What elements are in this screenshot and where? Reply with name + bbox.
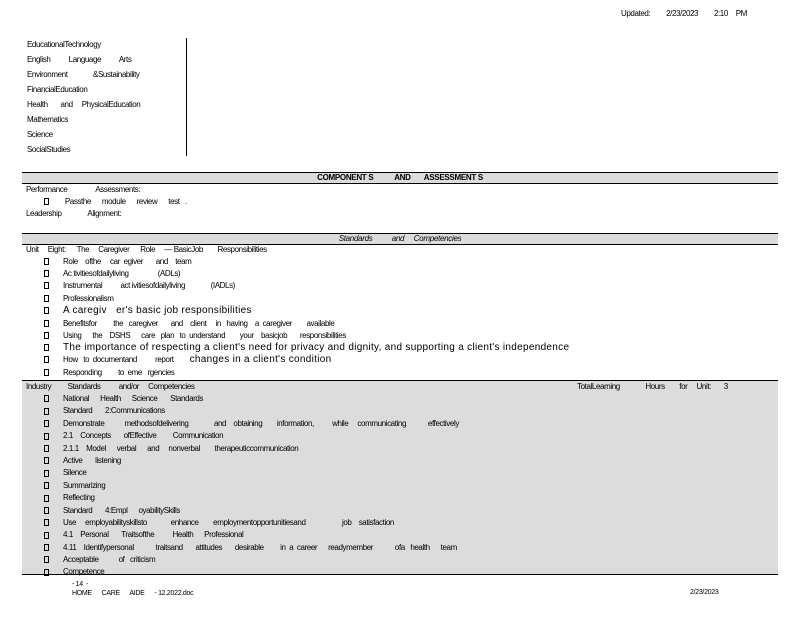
checkbox-icon <box>44 332 49 339</box>
unit-item-text: The importance of respecting a client's need for privacy and dignity, and supporting a client's independence <box>63 342 570 353</box>
standards-bar-label: Standards and Competencies <box>338 234 462 243</box>
subject-item: Health and PhysicalEducation <box>27 100 141 109</box>
checkbox-icon <box>44 482 49 489</box>
checkbox-icon <box>44 556 49 563</box>
performance-label: Performance <box>26 185 68 194</box>
checkbox-icon <box>44 408 49 415</box>
checkbox-icon <box>44 344 49 351</box>
checkbox-icon <box>44 369 49 376</box>
unit-item-text: Professionalism <box>63 294 114 303</box>
subject-item: SocialStudies <box>27 145 71 154</box>
industry-item-text: Standard 2:Communications <box>63 406 165 416</box>
industry-item <box>44 529 459 541</box>
checkbox-icon <box>44 433 49 440</box>
checkbox-icon <box>44 258 49 265</box>
unit-item-text: A caregiv er's basic job responsibilities <box>63 305 252 316</box>
industry-item-text: Silence <box>63 468 87 478</box>
checkbox-icon <box>44 198 49 205</box>
industry-item-text: Use employabilityskillsto enhance employmentopportunitiesand job satisfaction <box>63 517 394 527</box>
unit-item-text: Instrumental act ivitiesofdailyliving (IADLs) <box>63 281 235 290</box>
unit-item-text: Responding to eme rgencies <box>63 368 175 377</box>
updated-label: Updated: <box>621 9 651 18</box>
unit-item <box>44 293 113 304</box>
industry-header <box>26 382 774 391</box>
unit-title <box>26 244 267 255</box>
industry-item-list <box>44 393 459 579</box>
industry-item <box>44 393 459 405</box>
industry-standards-block <box>22 380 778 575</box>
page-number: - 14 - <box>72 581 89 588</box>
checkbox-icon <box>44 507 49 514</box>
unit-item <box>44 342 569 353</box>
checkbox-icon <box>44 495 49 502</box>
industry-item-text: Active listening <box>63 455 121 465</box>
industry-item-text: Reflecting <box>63 493 95 503</box>
subject-list <box>27 39 140 159</box>
industry-item <box>44 492 459 504</box>
subject-divider <box>186 38 187 156</box>
industry-header-left: Industry Standards and/or Competencies <box>26 382 195 391</box>
footer-date: 2/23/2023 <box>690 589 719 596</box>
industry-item <box>44 443 459 455</box>
checkbox-icon <box>44 457 49 464</box>
industry-item-text: 4.11 Identifypersonal traitsand attitudes desirable in a career readymember ofa health team <box>63 542 457 552</box>
industry-item-text: 2.1.1 Model verbal and nonverbal therapeuticcommunication <box>63 443 299 453</box>
subject-item: Mathematics <box>27 115 68 124</box>
leadership-label: Leadership <box>26 209 62 218</box>
checkbox-icon <box>44 569 49 576</box>
industry-item-text: Competence <box>63 567 105 577</box>
industry-item-text: Acceptable of criticism <box>63 555 156 565</box>
subject-item: English Language Arts <box>27 55 132 64</box>
industry-item <box>44 405 459 417</box>
updated-date: 2/23/2023 <box>666 9 699 18</box>
industry-item-text: 4.1 Personal Traitsofthe Health Professional <box>63 530 244 540</box>
industry-item-text: Summarizing <box>63 480 106 490</box>
checkbox-icon <box>44 532 49 539</box>
unit-item <box>44 318 334 329</box>
checkbox-icon <box>44 295 49 302</box>
subject-item: FinancialEducation <box>27 85 88 94</box>
subject-item: Science <box>27 130 53 139</box>
components-bar-label: COMPONENT S AND ASSESSMENT S <box>317 173 483 182</box>
checkbox-icon <box>44 519 49 526</box>
industry-header-right: TotalLearning Hours for Unit: 3 <box>577 382 728 391</box>
checkbox-icon <box>44 445 49 452</box>
industry-item <box>44 566 459 578</box>
unit-item-text: Using the DSHS care plan to understand your basicjob responsibilities <box>63 331 346 340</box>
unit-item <box>44 280 235 291</box>
industry-item-text: Standard 4:Empl oyabilitySkills <box>63 505 181 515</box>
checkbox-icon <box>44 395 49 402</box>
unit-item-text: Benefitsfor the caregiver and client in having a caregiver available <box>63 319 335 328</box>
checkbox-icon <box>44 307 49 314</box>
industry-item <box>44 542 459 554</box>
industry-item <box>44 505 459 517</box>
unit-item-text: How to documentand report <box>63 355 174 364</box>
industry-item <box>44 418 459 430</box>
assessment-item-text: Passthe module review test . <box>64 197 187 206</box>
industry-item <box>44 430 459 442</box>
assessment-item <box>44 196 187 207</box>
industry-item <box>44 480 459 492</box>
unit-item <box>44 256 191 267</box>
leadership-row <box>26 208 121 219</box>
checkbox-icon <box>44 270 49 277</box>
unit-item-tail: changes in a client's condition <box>189 354 332 365</box>
subject-item: Environment &Sustainability <box>27 70 140 79</box>
document-name: HOME CARE AIDE - 12.2022.doc <box>72 590 194 597</box>
industry-item <box>44 455 459 467</box>
checkbox-icon <box>44 470 49 477</box>
unit-title-text: Unit Eight: The Caregiver Role — BasicJob Responsibilities <box>26 245 267 254</box>
checkbox-icon <box>44 420 49 427</box>
updated-stamp <box>621 8 761 20</box>
components-assessments-bar <box>22 172 778 184</box>
industry-item-text: Demonstrate methodsofdelivering and obtaining information, while communicating effectively <box>63 418 459 428</box>
performance-row <box>26 184 140 195</box>
assessments-label: Assessments: <box>95 185 141 194</box>
industry-item-text: 2.1 Concepts ofEffective Communication <box>63 431 224 441</box>
updated-ampm: PM <box>735 9 747 18</box>
page-footer <box>72 580 193 598</box>
unit-item-text: Role ofthe car egiver and team <box>63 257 192 266</box>
updated-time: 2:10 <box>713 9 728 18</box>
checkbox-icon <box>44 320 49 327</box>
unit-item <box>44 268 180 279</box>
industry-item <box>44 467 459 479</box>
unit-item-text: Ac tivitiesofdailyliving (ADLs) <box>63 269 181 278</box>
subject-item: EducationalTechnology <box>27 40 101 49</box>
alignment-label: Alignment: <box>87 209 122 218</box>
industry-item <box>44 554 459 566</box>
checkbox-icon <box>44 544 49 551</box>
industry-item <box>44 517 459 529</box>
checkbox-icon <box>44 356 49 363</box>
unit-item <box>44 367 175 378</box>
unit-item <box>44 305 252 316</box>
industry-item-text: National Health Science Standards <box>63 394 204 403</box>
unit-item <box>44 330 346 341</box>
unit-item <box>44 354 331 365</box>
checkbox-icon <box>44 282 49 289</box>
